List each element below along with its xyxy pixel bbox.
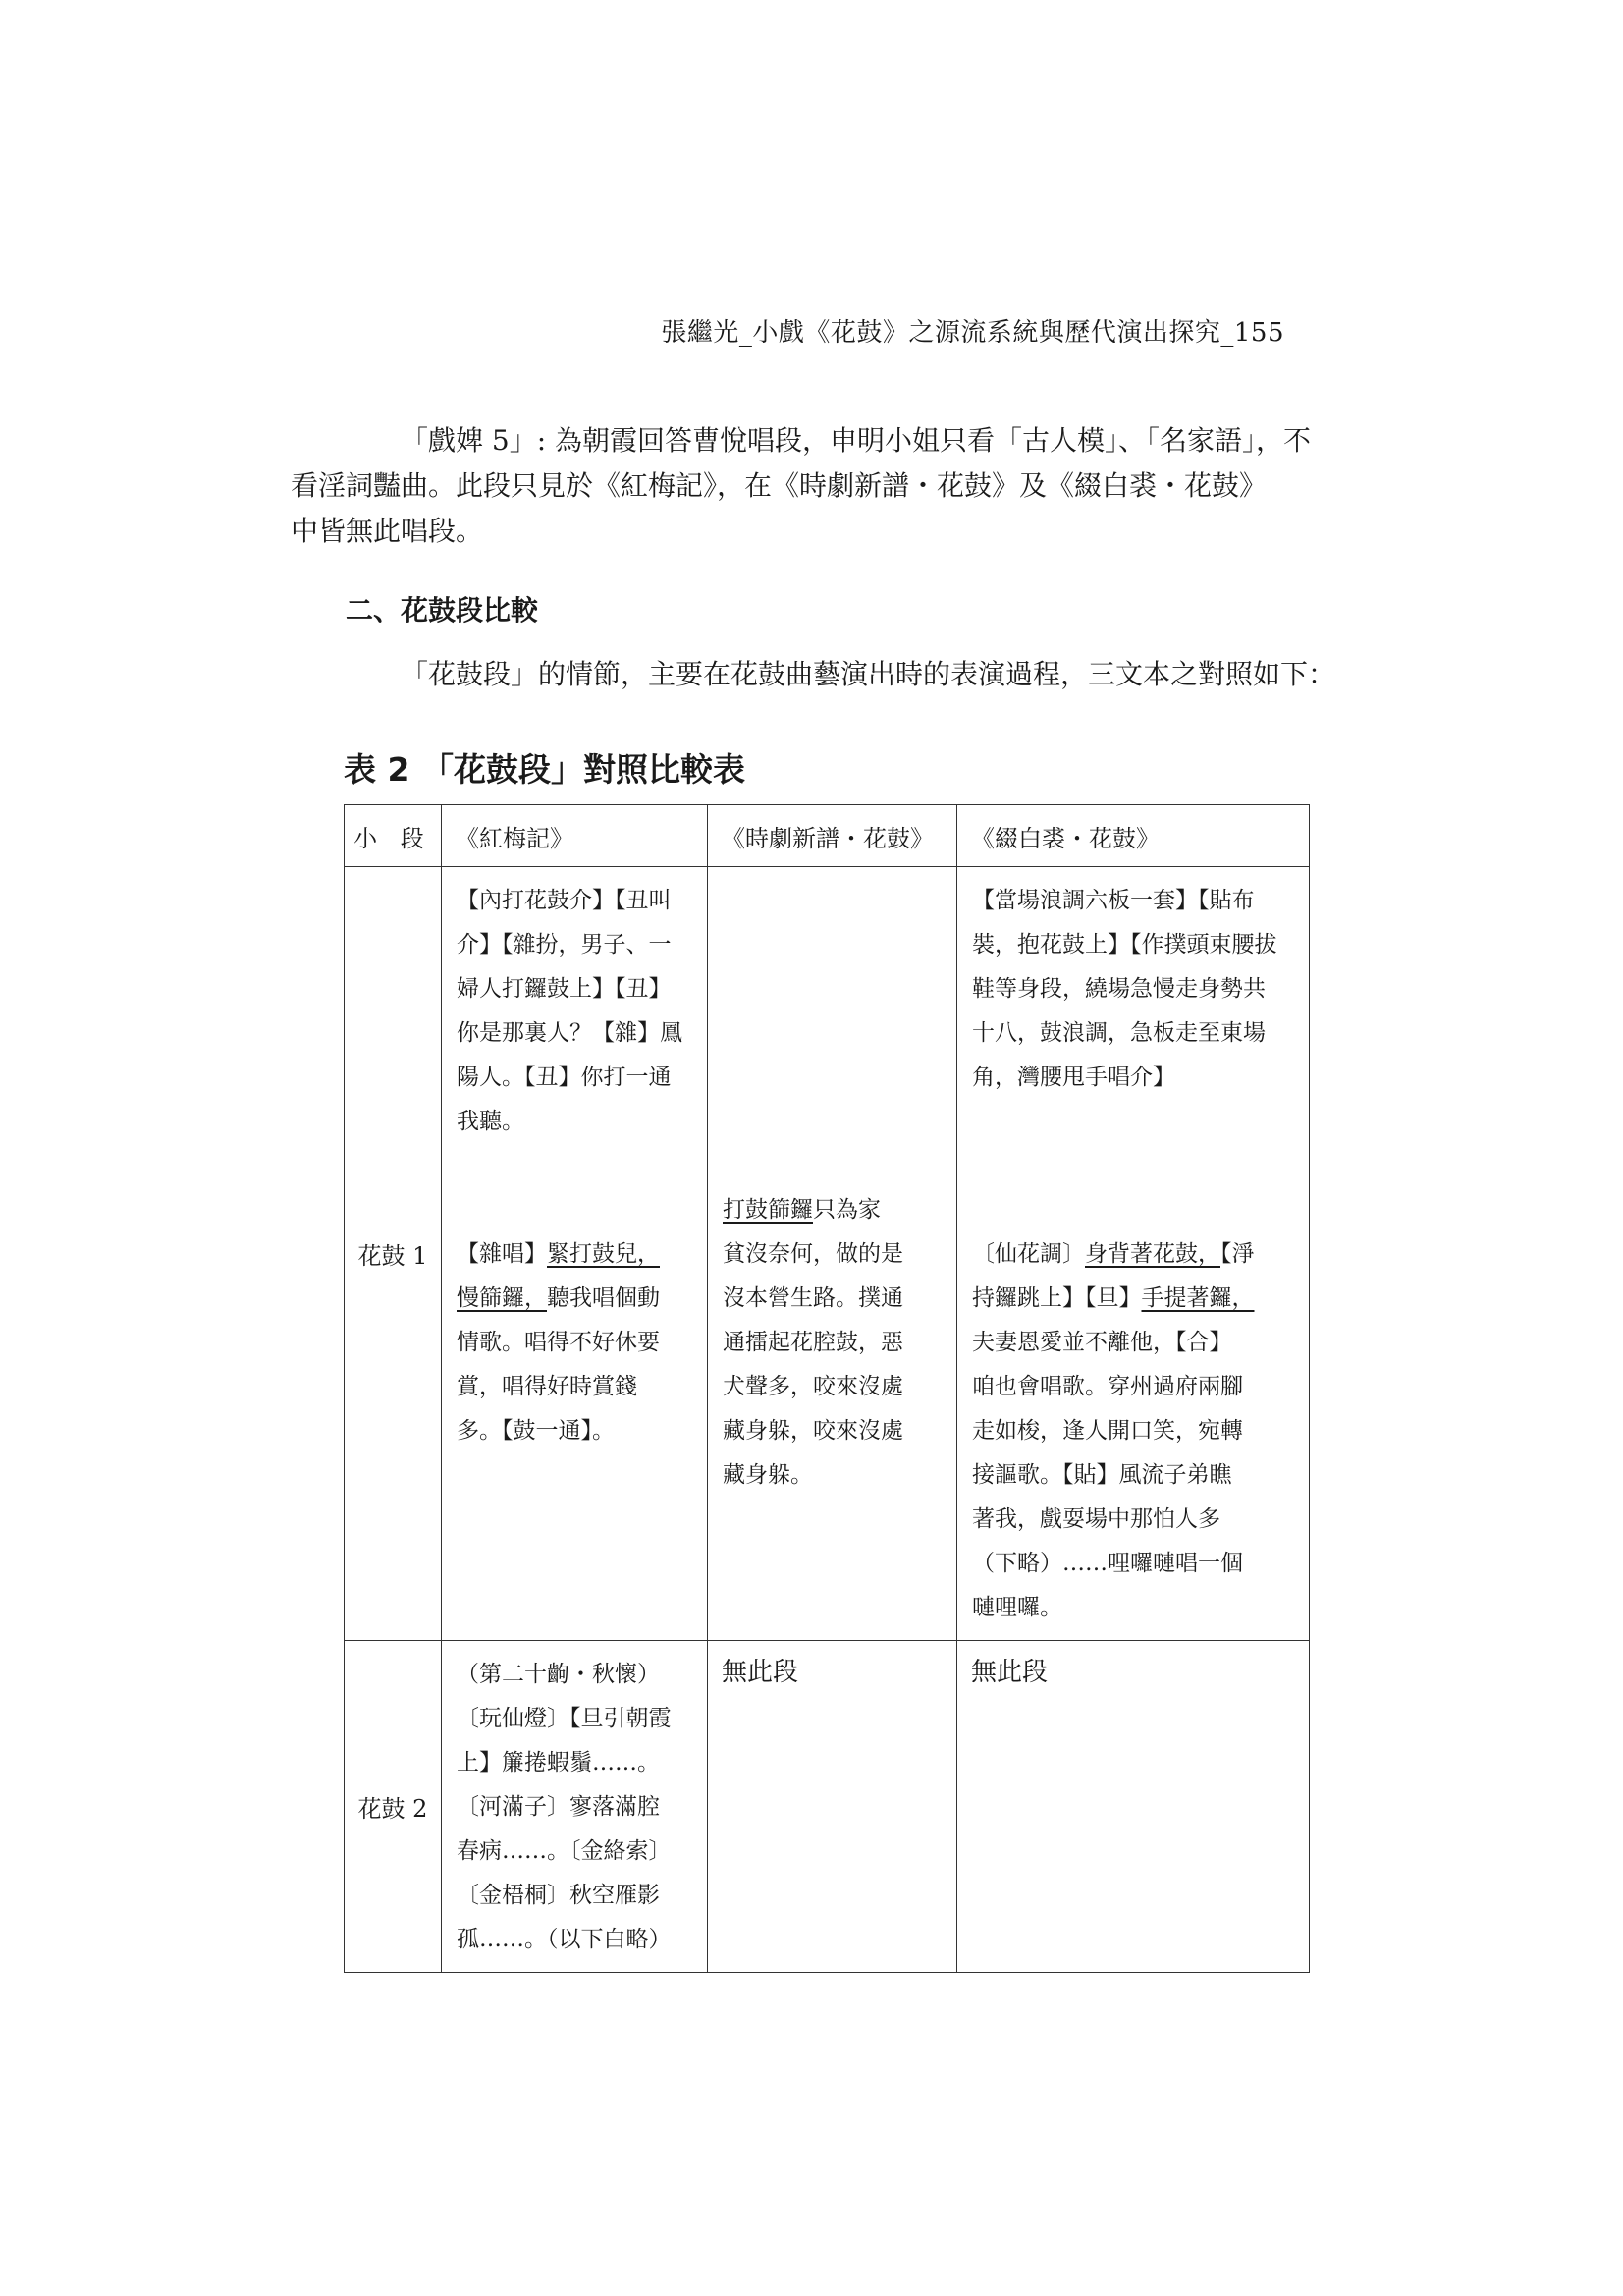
cell-hongmei [442, 1641, 708, 1973]
cell-shiju [708, 867, 957, 1641]
text-line: 藏身躲，咬來沒處 [723, 1418, 903, 1444]
text-line: 【當場浪調六板一套】【貼布 [972, 888, 1255, 913]
text-fragment: 只為家 [813, 1197, 881, 1223]
text-line: 上】簾捲蝦鬚……。 [457, 1750, 660, 1776]
text-line: 角，灣腰甩手唱介】 [972, 1065, 1175, 1090]
text-line: 情歌。唱得不好休要 [457, 1330, 660, 1355]
text-line: 鞋等身段，繞場急慢走身勢共 [972, 976, 1266, 1002]
section-heading: 二、花鼓段比較 [346, 594, 539, 627]
text-line: 裝，抱花鼓上】【作撲頭束腰拔 [972, 932, 1277, 957]
text-fragment: 〔仙花調〕 [972, 1241, 1085, 1267]
text-line: 著我，戲耍場中那怕人多 [972, 1506, 1220, 1532]
text-line: 十八，鼓浪調，急板走至東場 [972, 1020, 1266, 1046]
text-fragment: 持鑼跳上】【旦】 [972, 1285, 1142, 1311]
cell-zhuibai [957, 867, 1310, 1641]
text-line: 藏身躲。 [723, 1462, 813, 1488]
paragraph-1 [291, 418, 1312, 554]
text-fragment: 【雜唱】 [457, 1241, 547, 1267]
underlined-text: 打鼓篩鑼 [723, 1197, 813, 1223]
underlined-text: 慢篩鑼， [457, 1285, 547, 1311]
text-line: 陽人。【丑】你打一通 [457, 1065, 672, 1090]
text-line [723, 1188, 943, 1232]
text-line: 貧沒奈何，做的是 [723, 1241, 903, 1267]
header-shiju: 《時劇新譜・花鼓》 [708, 805, 957, 867]
text-line: 婦人打鑼鼓上】【丑】 [457, 976, 672, 1002]
text-fragment: 聽我唱個動 [547, 1285, 660, 1311]
text-line: （下略）……哩囉嗹唱一個 [972, 1551, 1243, 1576]
text-line: 春病……。〔金絡索〕 [457, 1838, 672, 1864]
text-line: 多。【鼓一通】。 [457, 1418, 615, 1444]
text-line: 犬聲多，咬來沒處 [723, 1374, 903, 1399]
text-line: 夫妻恩愛並不離他，【合】 [972, 1330, 1232, 1355]
text-line: （第二十齣・秋懷） [457, 1662, 660, 1687]
header-segment: 小 段 [345, 805, 442, 867]
text-line [457, 1232, 693, 1277]
paragraph-2: 「花鼓段」的情節，主要在花鼓曲藝演出時的表演過程，三文本之對照如下： [401, 658, 1336, 690]
underlined-text: 手提著鑼， [1141, 1285, 1255, 1311]
paragraph-1-line: 看淫詞豔曲。此段只見於《紅梅記》，在《時劇新譜・花鼓》及《綴白裘・花鼓》 [291, 469, 1268, 502]
comparison-table [344, 804, 1310, 1973]
header-hongmei: 《紅梅記》 [442, 805, 708, 867]
text-line: 通擂起花腔鼓，惡 [723, 1330, 903, 1355]
text-line: 〔金梧桐〕秋空雁影 [457, 1883, 660, 1908]
text-line: 接謳歌。【貼】風流子弟瞧 [972, 1462, 1232, 1488]
table-row [345, 1641, 1310, 1973]
text-line [972, 1232, 1295, 1277]
text-line [972, 1277, 1295, 1321]
no-segment-text: 無此段 [971, 1658, 1049, 1687]
cell-zhuibai [957, 1641, 1310, 1973]
text-line: 賞，唱得好時賞錢 [457, 1374, 637, 1399]
underlined-text: 緊打鼓兒， [547, 1241, 660, 1267]
underlined-text: 身背著花鼓， [1085, 1241, 1220, 1267]
text-line: 〔玩仙燈〕【旦引朝霞 [457, 1706, 672, 1731]
text-line: 沒本營生路。撲通 [723, 1285, 903, 1311]
text-line: 你是那裏人？【雜】鳳 [457, 1020, 682, 1046]
table-header-row [345, 805, 1310, 867]
table-row [345, 867, 1310, 1641]
table-caption: 表 2 「花鼓段」對照比較表 [344, 750, 745, 789]
text-line: 嗹哩囉。 [972, 1595, 1062, 1620]
paragraph-1-line: 「戲婢 5」: 為朝霞回答曹悅唱段，申明小姐只看「古人模」、「名家語」，不 [401, 424, 1312, 457]
text-line [457, 1277, 693, 1321]
text-fragment: 【淨 [1220, 1241, 1255, 1267]
cell-hongmei [442, 867, 708, 1641]
cell-shiju [708, 1641, 957, 1973]
segment-label: 花鼓 2 [345, 1641, 442, 1973]
text-line: 孤……。（以下白略） [457, 1927, 672, 1952]
text-line: 介】【雜扮，男子、一 [457, 932, 672, 957]
text-line: 〔河滿子〕寥落滿腔 [457, 1794, 660, 1820]
no-segment-text: 無此段 [722, 1658, 799, 1687]
header-zhuibai: 《綴白裘・花鼓》 [957, 805, 1310, 867]
segment-label: 花鼓 1 [345, 867, 442, 1641]
text-line: 我聽。 [457, 1109, 524, 1134]
text-line: 咱也會唱歌。穿州過府兩腳 [972, 1374, 1243, 1399]
running-header: 張繼光_小戲《花鼓》之源流系統與歷代演出探究_155 [661, 318, 1284, 348]
paragraph-1-line: 中皆無此唱段。 [291, 515, 484, 547]
text-line: 走如梭，逢人開口笑，宛轉 [972, 1418, 1243, 1444]
text-line: 【內打花鼓介】【丑叫 [457, 888, 672, 913]
